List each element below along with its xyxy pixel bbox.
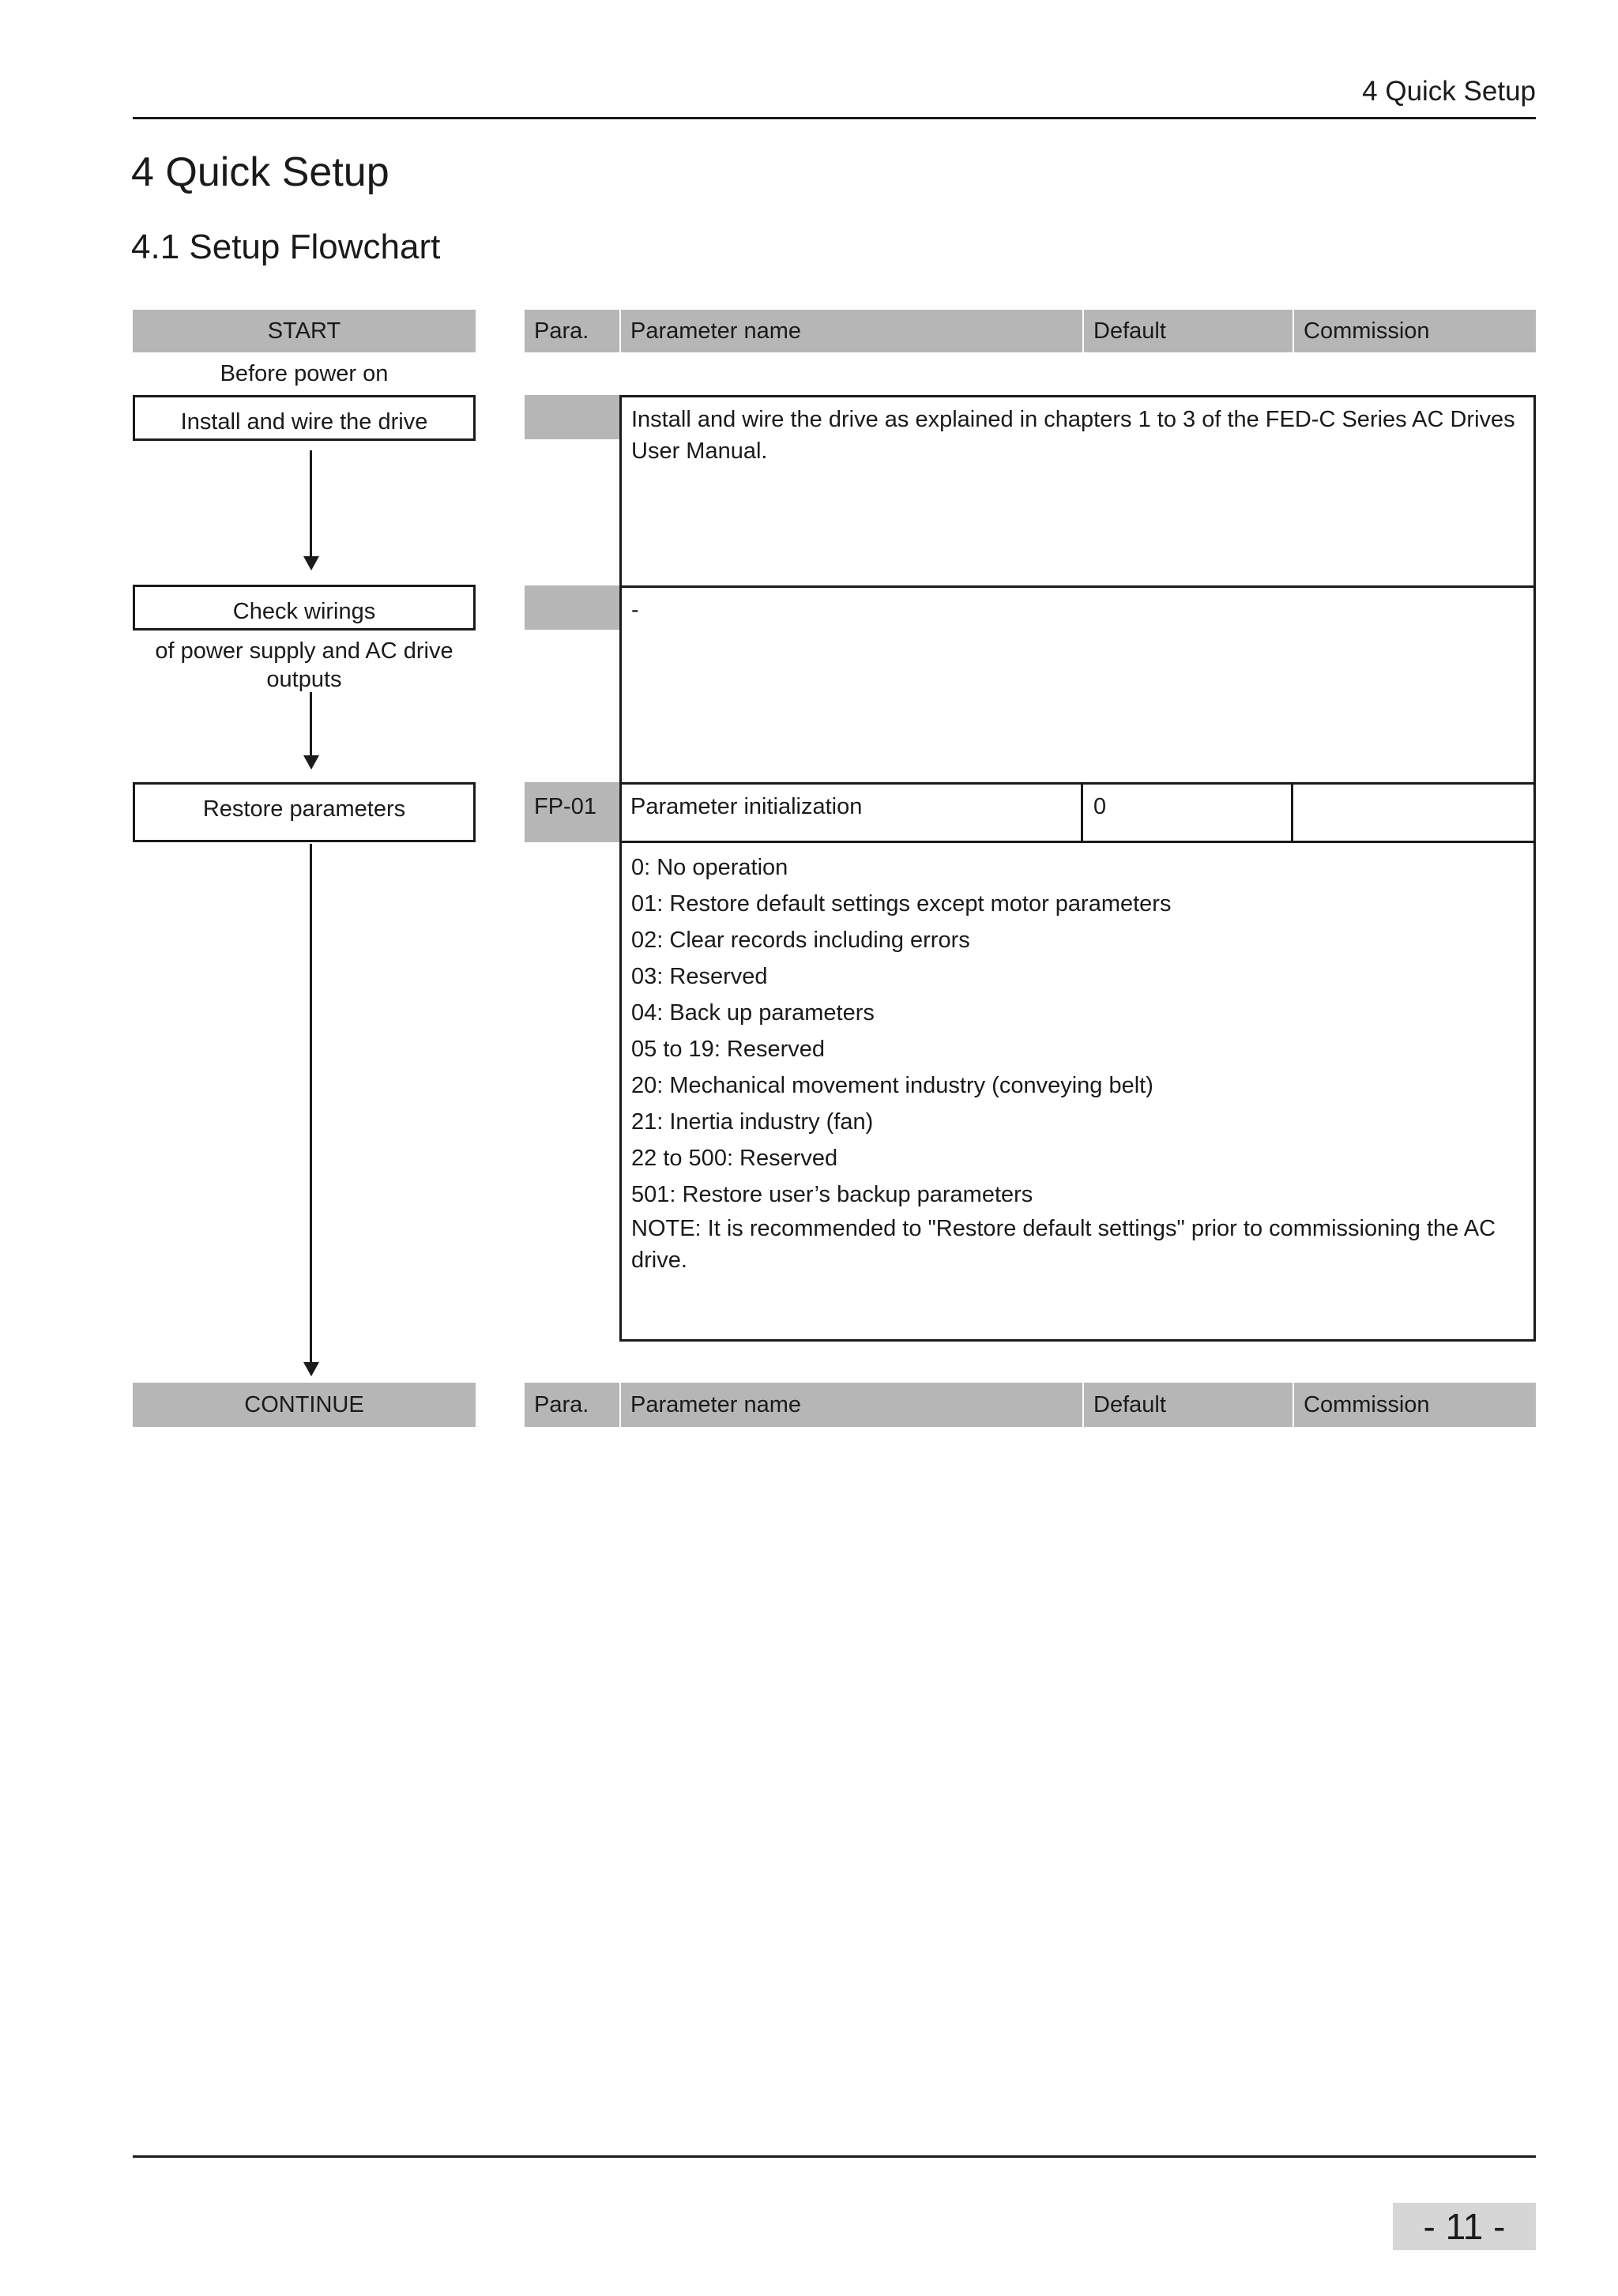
- option-item: 20: Mechanical movement industry (conveying belt): [631, 1073, 1153, 1098]
- check-wirings-note: of power supply and AC drive outputs: [155, 638, 453, 692]
- flowchart-start: START: [133, 310, 476, 352]
- option-item: 02: Clear records including errors: [631, 928, 970, 953]
- option-item: 501: Restore user’s backup parameters: [631, 1182, 1033, 1207]
- fp01-divider-2: [1291, 782, 1293, 843]
- fp01-divider-1: [1081, 782, 1083, 843]
- fp01-options-box: [619, 841, 1536, 1342]
- col-header-commission: Commission: [1294, 310, 1536, 352]
- para-cell-install: [525, 395, 619, 439]
- install-description: Install and wire the drive as explained in chapters 1 to 3 of the FED-C Series AC Drives User Manual.: [619, 395, 1536, 588]
- col-header-para: Para.: [525, 310, 619, 352]
- flow-arrow-line-3: [310, 844, 312, 1362]
- arrow-down-icon: [303, 755, 319, 770]
- arrow-down-icon: [303, 556, 319, 570]
- col-header-para-bottom: Para.: [525, 1383, 619, 1427]
- check-description: -: [619, 585, 1536, 785]
- col-header-commission-bottom: Commission: [1294, 1383, 1536, 1427]
- col-header-default-bottom: Default: [1084, 1383, 1293, 1427]
- option-item: 01: Restore default settings except motor parameters: [631, 891, 1172, 917]
- flowchart-continue: CONTINUE: [133, 1383, 476, 1427]
- fp01-note: NOTE: It is recommended to "Restore default settings" prior to commissioning the AC drive.: [631, 1216, 1496, 1273]
- before-power-on-label: Before power on: [220, 361, 389, 386]
- section-title: 4.1 Setup Flowchart: [131, 228, 441, 266]
- option-item: 0: No operation: [631, 855, 788, 880]
- option-item: 21: Inertia industry (fan): [631, 1109, 874, 1135]
- arrow-down-icon: [303, 1362, 319, 1376]
- flow-arrow-line-1: [310, 450, 312, 556]
- col-header-parameter-name-bottom: Parameter name: [621, 1383, 1082, 1427]
- step-install-box: Install and wire the drive: [133, 395, 476, 441]
- fp01-default-value: 0: [1093, 794, 1107, 819]
- page-number: - 11 -: [1393, 2203, 1536, 2250]
- option-item: 03: Reserved: [631, 964, 768, 989]
- header-rule: [133, 117, 1536, 119]
- para-code-fp01: FP-01: [525, 782, 619, 842]
- para-cell-check: [525, 585, 619, 630]
- flow-arrow-line-2: [310, 692, 312, 755]
- chapter-title: 4 Quick Setup: [131, 149, 389, 195]
- fp01-parameter-name: Parameter initialization: [630, 794, 863, 819]
- option-item: 05 to 19: Reserved: [631, 1037, 826, 1062]
- step-restore-box: Restore parameters: [133, 782, 476, 842]
- running-header: 4 Quick Setup: [1362, 76, 1536, 107]
- option-item: 22 to 500: Reserved: [631, 1146, 838, 1171]
- col-header-parameter-name: Parameter name: [621, 310, 1082, 352]
- col-header-default: Default: [1084, 310, 1293, 352]
- step-check-box: Check wirings: [133, 585, 476, 630]
- option-item: 04: Back up parameters: [631, 1000, 875, 1026]
- footer-rule: [133, 2155, 1536, 2158]
